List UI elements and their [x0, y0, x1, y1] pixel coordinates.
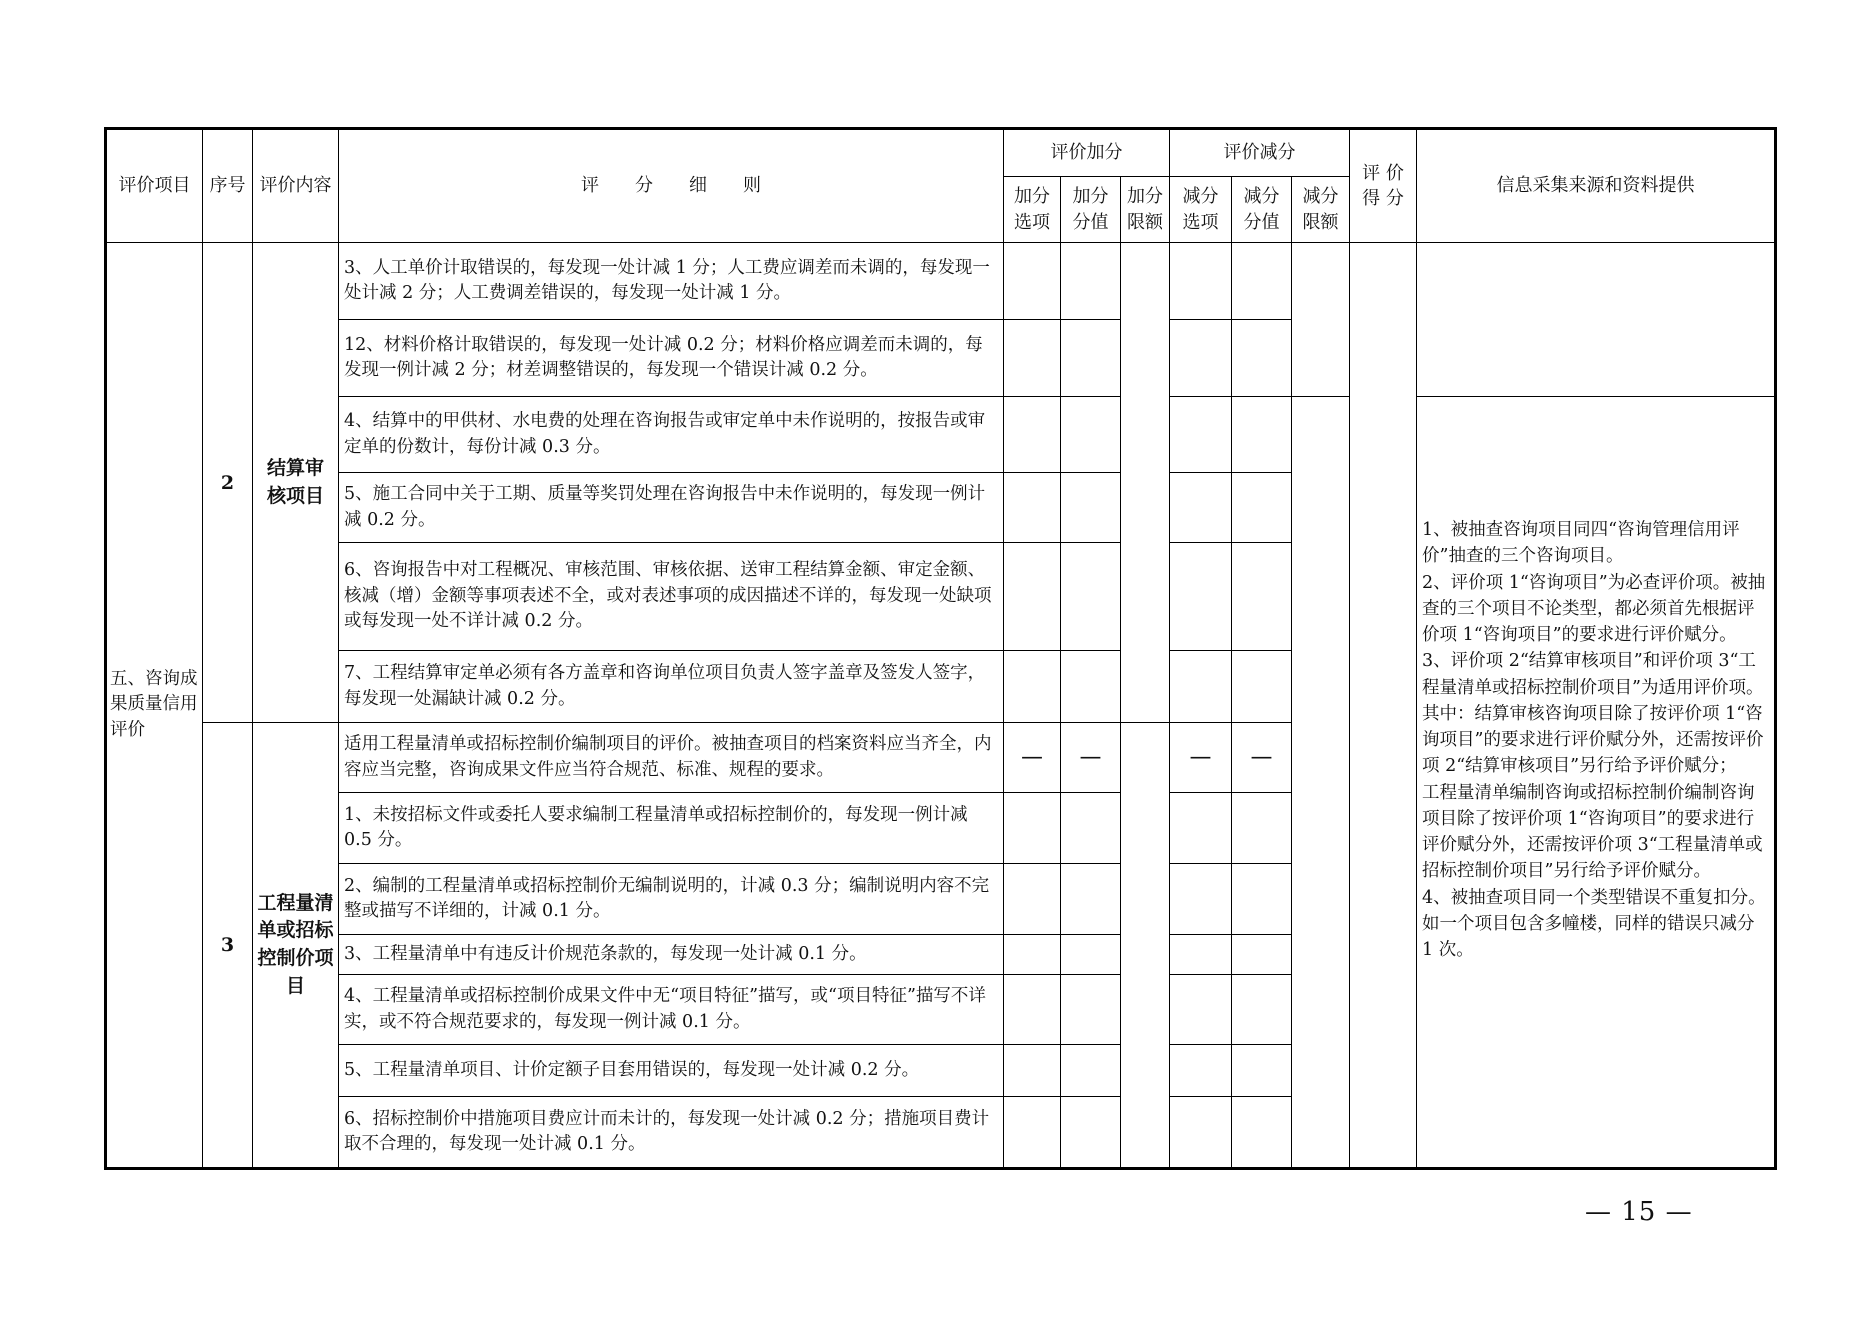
dash-cell: — [1004, 723, 1061, 793]
add-value-cell [1061, 864, 1121, 935]
header-score: 评 价 得 分 [1350, 129, 1417, 243]
header-sub-option: 减分选项 [1170, 177, 1232, 243]
dash-cell: — [1061, 723, 1121, 793]
add-option-cell [1004, 243, 1061, 320]
intro-cell: 适用工程量清单或招标控制价编制项目的评价。被抽查项目的档案资料应当齐全，内容应当完整，咨询成果文件应当符合规范、标准、规程的要求。 [339, 723, 1004, 793]
info-note: 1、被抽查咨询项目同四“咨询管理信用评价”抽查的三个咨询项目。 [1422, 520, 1740, 567]
section-name: 工程量清单或招标控制价项目 [253, 723, 339, 1169]
rule-cell: 6、招标控制价中措施项目费应计而未计的，每发现一处计减 0.2 分；措施项目费计取不合理的，每发现一处计减 0.1 分。 [339, 1097, 1004, 1169]
add-option-cell [1004, 793, 1061, 864]
add-option-cell [1004, 320, 1061, 397]
header-sub-group: 评价减分 [1170, 129, 1350, 177]
sub-option-cell [1170, 975, 1232, 1045]
rule-cell: 6、咨询报告中对工程概况、审核范围、审核依据、送审工程结算金额、审定金额、核减（增）金额等事项表述不全，或对表述事项的成因描述不详的，每发现一处缺项或每发现一处不详计减 0.2 分。 [339, 543, 1004, 651]
add-option-cell [1004, 1097, 1061, 1169]
sub-option-cell [1170, 935, 1232, 975]
add-option-cell [1004, 651, 1061, 723]
add-limit-cell [1121, 723, 1170, 1169]
info-notes [1417, 397, 1776, 1169]
sub-value-cell [1232, 473, 1292, 543]
sub-option-cell [1170, 1097, 1232, 1169]
header-rules: 评 分 细 则 [339, 129, 1004, 243]
sub-option-cell [1170, 793, 1232, 864]
sub-option-cell [1170, 1045, 1232, 1097]
sub-option-cell [1170, 543, 1232, 651]
sub-value-cell [1232, 793, 1292, 864]
sub-value-cell [1232, 864, 1292, 935]
sub-option-cell [1170, 473, 1232, 543]
header-info: 信息采集来源和资料提供 [1417, 129, 1776, 243]
info-note: 2、评价项 1“咨询项目”为必查评价项。被抽查的三个项目不论类型，都必须首先根据评价项 1“咨询项目”的要求进行评价赋分。 [1422, 572, 1766, 645]
info-note: 4、被抽查项目同一个类型错误不重复扣分。如一个项目包含多幢楼，同样的错误只减分 1 次。 [1422, 887, 1766, 960]
sub-value-cell [1232, 651, 1292, 723]
header-add-value: 加分分值 [1061, 177, 1121, 243]
sub-option-cell [1170, 864, 1232, 935]
add-option-cell [1004, 543, 1061, 651]
add-value-cell [1061, 473, 1121, 543]
header-add-limit: 加分限额 [1121, 177, 1170, 243]
rule-cell: 4、结算中的甲供材、水电费的处理在咨询报告或审定单中未作说明的，按报告或审定单的份数计，每份计减 0.3 分。 [339, 397, 1004, 473]
add-value-cell [1061, 1097, 1121, 1169]
sub-limit-cell [1292, 243, 1350, 397]
header-sub-limit: 减分限额 [1292, 177, 1350, 243]
add-value-cell [1061, 793, 1121, 864]
info-note: 工程量清单编制咨询或招标控制价编制咨询项目除了按评价项 1“咨询项目”的要求进行评价赋分外，还需按评价项 3“工程量清单或招标控制价项目”另行给予评价赋分。 [1422, 782, 1763, 882]
sub-value-cell [1232, 543, 1292, 651]
info-cell-empty [1417, 243, 1776, 397]
rule-cell: 5、工程量清单项目、计价定额子目套用错误的，每发现一处计减 0.2 分。 [339, 1045, 1004, 1097]
add-option-cell [1004, 935, 1061, 975]
header-item: 评价项目 [106, 129, 203, 243]
page-number: — 15 — [1585, 1197, 1693, 1227]
sub-option-cell [1170, 397, 1232, 473]
sub-value-cell [1232, 935, 1292, 975]
add-value-cell [1061, 243, 1121, 320]
rule-cell: 3、工程量清单中有违反计价规范条款的，每发现一处计减 0.1 分。 [339, 935, 1004, 975]
sub-option-cell [1170, 320, 1232, 397]
rule-cell: 5、施工合同中关于工期、质量等奖罚处理在咨询报告中未作说明的，每发现一例计减 0.2 分。 [339, 473, 1004, 543]
rule-cell: 7、工程结算审定单必须有各方盖章和咨询单位项目负责人签字盖章及签发人签字，每发现一处漏缺计减 0.2 分。 [339, 651, 1004, 723]
rule-cell: 12、材料价格计取错误的，每发现一处计减 0.2 分；材料价格应调差而未调的，每发现一例计减 2 分；材差调整错误的，每发现一个错误计减 0.2 分。 [339, 320, 1004, 397]
add-option-cell [1004, 864, 1061, 935]
sub-value-cell [1232, 1097, 1292, 1169]
add-value-cell [1061, 935, 1121, 975]
score-cell [1350, 243, 1417, 1169]
add-option-cell [1004, 1045, 1061, 1097]
sub-value-cell [1232, 320, 1292, 397]
sub-value-cell [1232, 243, 1292, 320]
rule-cell: 4、工程量清单或招标控制价成果文件中无“项目特征”描写，或“项目特征”描写不详实，或不符合规范要求的，每发现一例计减 0.1 分。 [339, 975, 1004, 1045]
add-option-cell [1004, 975, 1061, 1045]
header-seq: 序号 [203, 129, 253, 243]
sub-option-cell [1170, 243, 1232, 320]
header-content: 评价内容 [253, 129, 339, 243]
add-value-cell [1061, 1045, 1121, 1097]
add-value-cell [1061, 975, 1121, 1045]
add-option-cell [1004, 397, 1061, 473]
category-cell: 五、咨询成果质量信用评价 [106, 243, 203, 1169]
rule-cell: 1、未按招标文件或委托人要求编制工程量清单或招标控制价的，每发现一例计减 0.5 分。 [339, 793, 1004, 864]
add-option-cell [1004, 473, 1061, 543]
add-value-cell [1061, 320, 1121, 397]
evaluation-table [104, 127, 1777, 1170]
sub-value-cell [1232, 1045, 1292, 1097]
rule-cell: 3、人工单价计取错误的，每发现一处计减 1 分；人工费应调差而未调的，每发现一处计减 2 分；人工费调差错误的，每发现一处计减 1 分。 [339, 243, 1004, 320]
sub-option-cell [1170, 651, 1232, 723]
rule-cell: 2、编制的工程量清单或招标控制价无编制说明的，计减 0.3 分；编制说明内容不完整或描写不详细的，计减 0.1 分。 [339, 864, 1004, 935]
sub-limit-cell [1292, 397, 1350, 1169]
dash-cell: — [1170, 723, 1232, 793]
header-add-group: 评价加分 [1004, 129, 1170, 177]
section-seq: 2 [203, 243, 253, 723]
add-value-cell [1061, 397, 1121, 473]
section-name: 结算审核项目 [253, 243, 339, 723]
header-add-option: 加分选项 [1004, 177, 1061, 243]
header-sub-value: 减分分值 [1232, 177, 1292, 243]
sub-value-cell [1232, 397, 1292, 473]
add-value-cell [1061, 651, 1121, 723]
sub-value-cell [1232, 975, 1292, 1045]
dash-cell: — [1232, 723, 1292, 793]
add-value-cell [1061, 543, 1121, 651]
info-note: 3、评价项 2“结算审核项目”和评价项 3“工程量清单或招标控制价项目”为适用评价项。其中：结算审核咨询项目除了按评价项 1“咨询项目”的要求进行评价赋分外，还需按评价项 2“结算审核项目”另行给予评价赋分； [1422, 651, 1764, 777]
add-limit-cell [1121, 243, 1170, 723]
section-seq: 3 [203, 723, 253, 1169]
